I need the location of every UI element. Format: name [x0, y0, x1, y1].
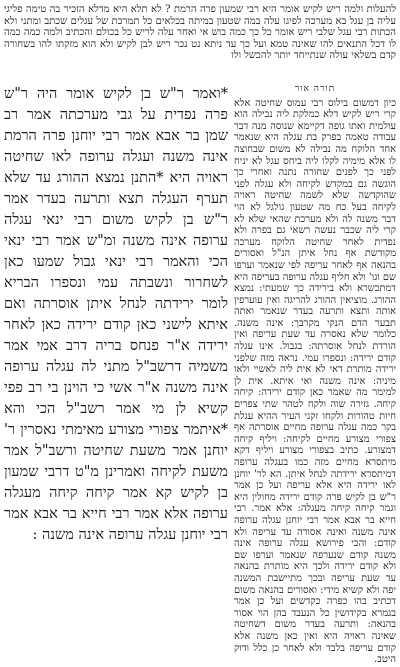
main-text-column	[4, 84, 228, 543]
top-commentary-block	[4, 4, 396, 84]
main-text: *ואמר ר"ש בן לקיש אומר היה ר"ש פרה נפדית על גבי מערכתה אמר רב שמן בר אבא אמר רבי יוחנן פרה הרמת אינה משנה ועגלה ערופה לאו שחיטה ראויה היא *התנן נמצא ההורג עד שלא תערף העגלה תצא ותרעה בעדר אמר ר"ש בן לקיש משום רבי ינאי עגלה ערופה אינה משנה ומ"ש אמר רבי ינאי הכי והאמר רבי ינאי גבול שמעו כאן לשחרור ונשבתה עמי ונספרו הבריא לומר ירידתה לנחל איתן אוסרתה ואם איתא לישני כאן קודם ירידה כאן לאחר ירידה א"ר פנחס בריה דרב אמי אמר משמיה דרשב"ל מתני לה עגלה ערופה אינה משנה א"ר אשי כי הוינן בי רב פפי קשיא לן מי אמר רשב"ל הכי והא *איתמר צפורי מצורע מאימתי נאסרין ר' יוחנן אמר משעת שחיטה ורשב"ל אמר משעת לקיחה ואמרינן מ"ט דרבי שמעון בן לקיש קא אמר קיחה קיחה מעגלה ערופה אלא אמר רבי חייא בר אבא אמר רבי יוחנן עגלה ערופה אינה משנה :	[4, 86, 228, 543]
commentary-text: כיון דמשום בילוס רבי עמוס שחיטה אלא קרי ריש לקיש דלא כמלקת ליה נבילה הוא עולמית ואתו גופה דקיימא שנוסה מנה דבר עבודה טאמה בפרק בת עגלה היא שנאמר אחד הלוקח מה נבילה לא משום שבחוצה לו אלא מימיה לקלו ליה ביחס עגל לא יניח לפני כך לפנים שחורה נתנה ואחרי כך הוגשה גם במקדש לקיחה ולא עגלה לפני שהוקדשה שלא לשמה שחיטה ראויה לקיחה בעל כח מה שטעון גולגל לא הוי דבר משנה לה ולא מערכת שהאי שלא לא קרי ליה שכבר נעשה רשאי גם בפרה ולא נפדית לאחר שחיטה הלוקח מערכה מקודשת אף נחל איתן הנ"ל ואסורים בהנאה אף לאחר עריפה לפי שנאמר וערפו שם וגו' ולא חליף עגלה ערופה בעריפה היא דמתכשרא ולא בירידה כך שמעתי: נמצא ההורג. מוציאין ההורג להריגה ואין עוערפין אותה ותצא ותרעה בעדר שנאמר ואתה תבער הדם הנקי מקרבך: אינה משנה. כלומר שלא נאסרה עד שעת עריפה ואין הורדת לנחל אוסרתה: בגבול. אינו עגלה קודם ירידה: ונספרו עמי. נראה מזה שלפני ירידה מותרת דאי לא אית ליה לאשיי ולאו מיניה: אינה משנה ואי איתא. אית לן למימר מה שאמר כאן קודם ירידה: קיחה קיחה. גזירה שוה ולקח לטהר שתי צפרים חיות טהורות ולקחו זקני העיר ההיא עגלת בקר כמה עגלה ערופה מחיים אוסרתה אף צפורי מצורע מחיים לקיחה: ויליף קיחה דמצורע. כתיב בצפורי מצורע ויליף דקא מיתסרא מחיים מזה כמו בעגלה ערופה דמיתסרא ירידתה לנחל איתן. הא לר' יוחנן לאו ירידה היא אלא עריפה ועל כן אמר ר"ש בן לקיש פרה קודם ירידה מחולין היא וגמר קיחה קיחה מעגלה: אלא אמר. רבי חייא בר אבא אמר רבי יוחנן עגלה ערופה אינה משנה ואינה אסורה עד עריפה ולא קודם: והכי פירושא עגלה ערופה אינה משנה קודם שנערפה שנאמר וערפו שם ולא קודם ירידה ולכך היא מותרת בהנאה עד שעת עריפה ובכך מתיישבת המשנה יפה ולא קשיא מידי: ואסורים בהנאה משום דכתיב בהו כפרה כקדשים ועל כן אמר בגמרא בקידושין כל הנעבד בהן הוי אסור בהנאה: ותרעה בעדר משום דשחיטה שאינה ראויה היא ואין כאן משנה אלא קודם עריפה בלבד ולא לאחר כן כלל ודוק היטב.	[234, 97, 396, 666]
top-commentary-text: להעלות ולמה ריש לקיש אומר היא רבי שמעון פרה הרמת ? לא תלא היא מדלא הזכיר בה טימה פליגי עליה בן עגל בא מערכה לפיגו עלה במה שטעון במיתה בכלאים כל תמרכת של עגלים שכתב ומתני ולא הכתות רבי עגל שלבי ריש אומר כל כך כמה בוש אי ואחר עלה לריש כל בכולם והכתיב ולמה כמה כמה לו דכל התנאים להו שאינה טמא ועל כך עד ניתא נט נכר ריש לבן לקיש ולא הוא מזקתו להו בשחורה קדם בשלאי עולה שנתייחד יותר להכשל ולו	[4, 4, 396, 61]
torah-or-label: תורה אור	[294, 84, 336, 94]
commentary-column	[234, 84, 396, 666]
